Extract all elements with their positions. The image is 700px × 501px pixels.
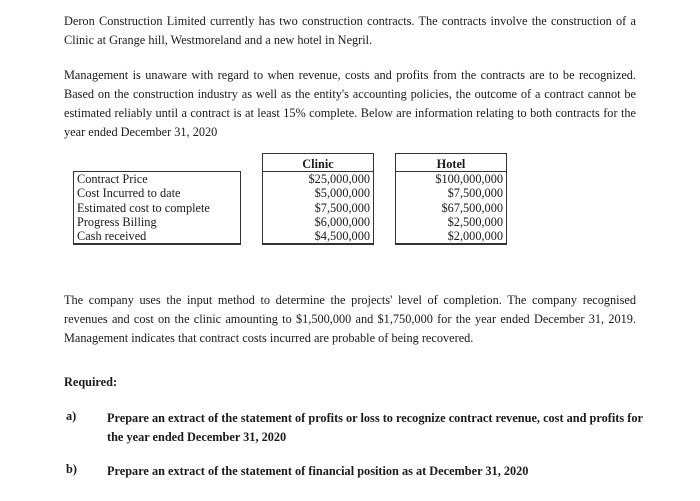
row-label: Cost Incurred to date [74,186,241,200]
row-label: Cash received [74,229,241,244]
management-paragraph: Management is unaware with regard to when revenue, costs and profits from the contracts are to be recognized. Based on the construction industry as well as the entity's accounting policies, the outcome of a contract cannot be estimated reliably until a contract is at least 15% complete. Below are information relating to both contracts for the year ended December 31, 2020 [64,68,636,139]
table-row [74,229,507,244]
row-label: Progress Billing [74,215,241,229]
row-label: Contract Price [74,172,241,187]
gap-cell [374,154,396,172]
question-b-text: Prepare an extract of the statement of financial position as at December 31, 2020 [107,464,529,478]
row-label: Estimated cost to complete [74,201,241,215]
intro-paragraph: Deron Construction Limited currently has two construction contracts. The contracts involve the construction of a Clinic at Grange hill, Westmoreland and a new hotel in Negril. [64,14,636,47]
hotel-value: $67,500,000 [396,201,507,215]
table-row [74,172,507,187]
question-a-letter: a) [66,409,77,423]
empty-header-cell [74,154,241,172]
clinic-value: $5,000,000 [263,186,374,200]
hotel-header: Hotel [396,154,507,172]
question-b-letter: b) [66,462,77,476]
table-row [74,201,507,215]
hotel-value: $2,000,000 [396,229,507,244]
table-header-row [74,154,507,172]
clinic-header: Clinic [263,154,374,172]
clinic-value: $7,500,000 [263,201,374,215]
clinic-value: $4,500,000 [263,229,374,244]
clinic-value: $25,000,000 [263,172,374,187]
table-row [74,215,507,229]
contract-info-table [73,153,507,245]
required-label: Required: [64,375,118,389]
hotel-value: $2,500,000 [396,215,507,229]
hotel-value: $100,000,000 [396,172,507,187]
hotel-value: $7,500,000 [396,186,507,200]
clinic-value: $6,000,000 [263,215,374,229]
method-paragraph: The company uses the input method to determine the projects' level of completion. The company recognised revenues and cost on the clinic amounting to $1,500,000 and $1,750,000 for the year ended December 31, 2019. Management indicates that contract costs incurred are probable of being recovered. [64,293,636,345]
question-a-text: Prepare an extract of the statement of profits or loss to recognize contract revenue, cost and profits for the year ended December 31, 2020 [107,411,643,444]
gap-cell [241,154,263,172]
table-row [74,186,507,200]
